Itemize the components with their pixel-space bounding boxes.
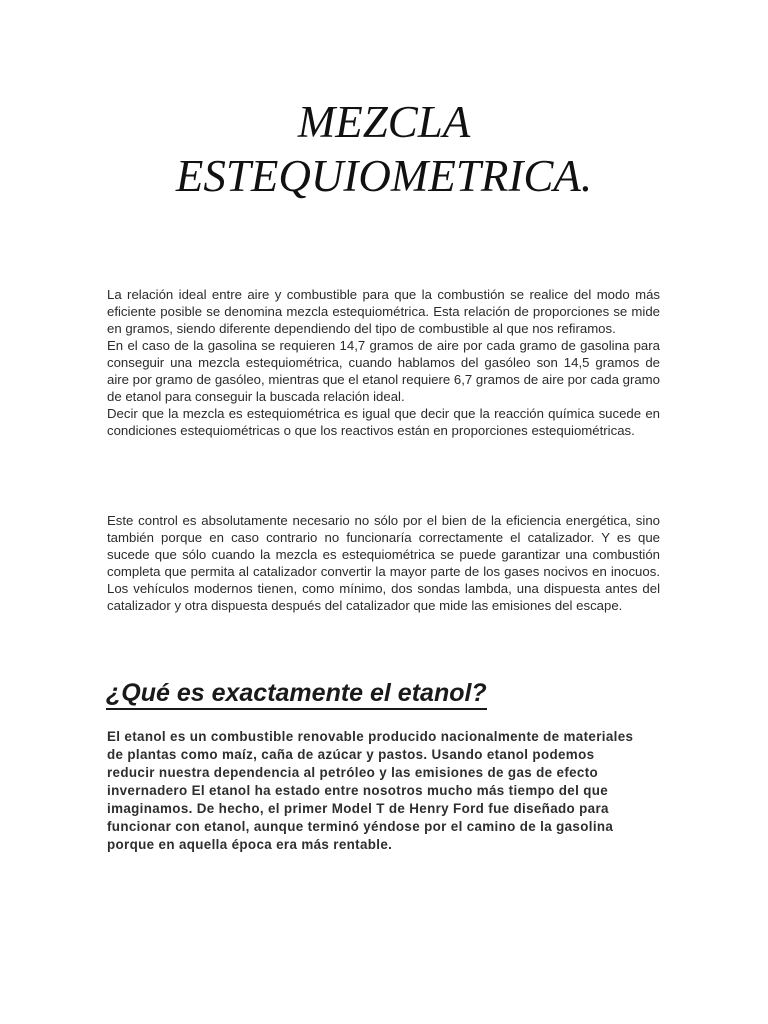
title-line-2: ESTEQUIOMETRICA.	[175, 151, 593, 201]
intro-text-block	[107, 286, 660, 439]
title-line-1: MEZCLA	[297, 97, 471, 147]
ethanol-section-heading: ¿Qué es exactamente el etanol?	[106, 678, 487, 710]
paragraph-definition: La relación ideal entre aire y combustible para que la combustión se realice del modo más eficiente posible se denomina mezcla estequiométrica. Esta relación de proporciones se mide en gramos, siendo diferente dependiendo del tipo de combustible al que nos refiramos.	[107, 287, 660, 336]
ethanol-section-body: El etanol es un combustible renovable producido nacionalmente de materiales de plantas como maíz, caña de azúcar y pastos. Usando etanol podemos reducir nuestra dependencia al petróleo y las emisiones de gas de efecto invernadero El etanol ha estado entre nosotros mucho más tiempo del que imaginamos. De hecho, el primer Model T de Henry Ford fue diseñado para funcionar con etanol, aunque terminó yéndose por el camino de la gasolina porque en aquella época era más rentable.	[107, 729, 634, 852]
control-text-block	[107, 512, 660, 614]
document-title	[0, 95, 768, 203]
paragraph-catalyst-control: Este control es absolutamente necesario no sólo por el bien de la eficiencia energética, sino también porque en caso contrario no funcionaría correctamente el catalizador. Y es que sucede que sólo cuando la mezcla es estequiométrica se puede garantizar una combustión completa que permita al catalizador convertir la mayor parte de los gases nocivos en inocuos. Los vehículos modernos tienen, como mínimo, dos sondas lambda, una dispuesta antes del catalizador y otra dispuesta después del catalizador que mide las emisiones del escape.	[107, 513, 660, 613]
paragraph-fuel-ratios: En el caso de la gasolina se requieren 14,7 gramos de aire por cada gramo de gasolina para conseguir una mezcla estequiométrica, cuando hablamos del gasóleo son 14,5 gramos de aire por gramo de gasóleo, mientras que el etanol requiere 6,7 gramos de aire por cada gramo de etanol para conseguir la buscada relación ideal.	[107, 338, 660, 404]
paragraph-stoichiometric-meaning: Decir que la mezcla es estequiométrica es igual que decir que la reacción química sucede en condiciones estequiométricas o que los reactivos están en proporciones estequiométricas.	[107, 406, 660, 438]
